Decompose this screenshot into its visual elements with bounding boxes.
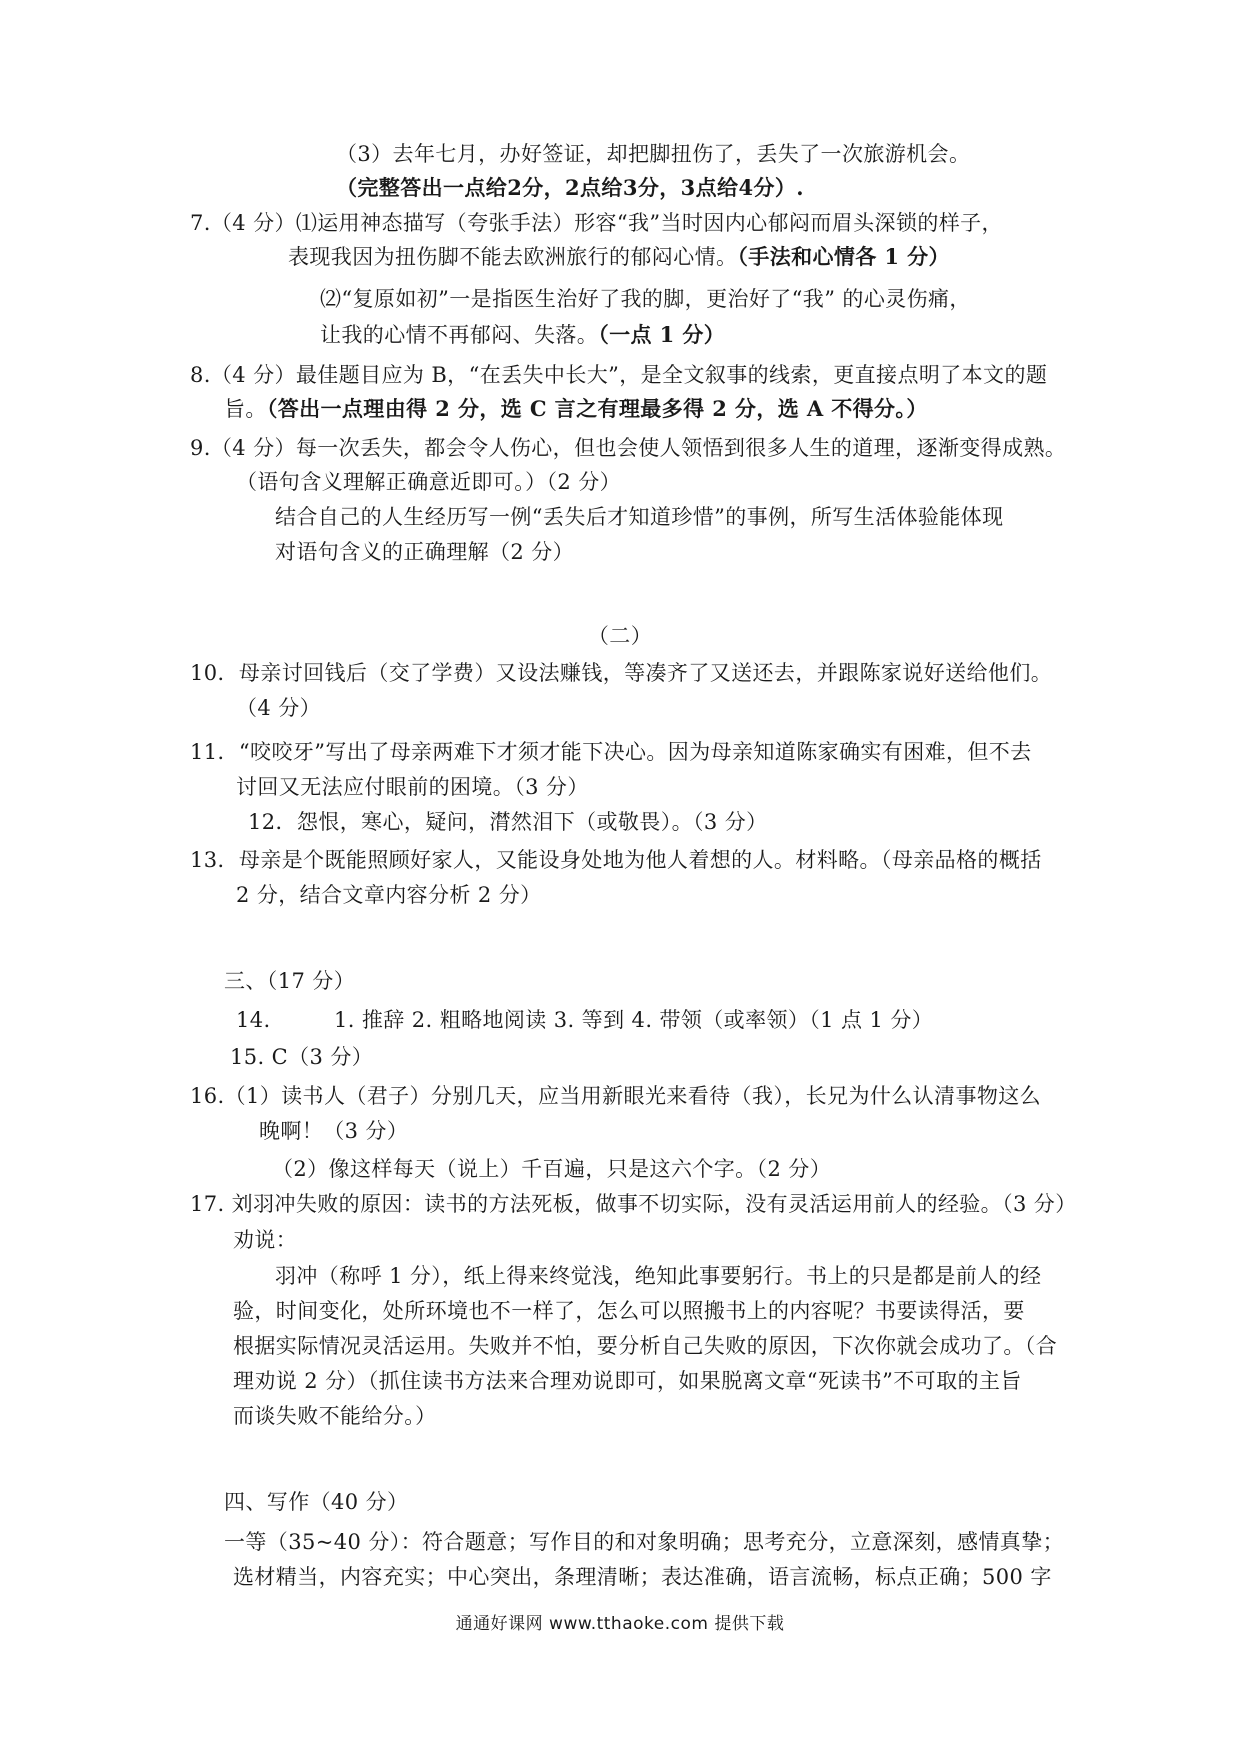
q17-line-4: 验，时间变化，处所环境也不一样了，怎么可以照搬书上的内容呢？书要读得活，要 <box>233 1299 1025 1323</box>
q13-line-1: 13．母亲是个既能照顾好家人，又能设身处地为他人着想的人。材料略。（母亲品格的概括 <box>190 848 1042 872</box>
q7-line-3: ⑵“复原如初”一是指医生治好了我的脚，更治好了“我” 的心灵伤痛， <box>320 287 971 311</box>
q7-line-4 <box>320 321 725 349</box>
q9-line-2: （语句含义理解正确意近即可。）（2 分） <box>236 470 622 494</box>
q17-line-2: 劝说： <box>233 1228 298 1252</box>
part-3-heading: 三、（17 分） <box>224 969 356 993</box>
q8-line-2-score: （答出一点理由得 2 分，选 C 言之有理最多得 2 分，选 A 不得分。） <box>266 396 928 421</box>
q11-line-2: 讨回又无法应付眼前的困境。（3 分） <box>236 775 589 799</box>
q7-line-2 <box>288 243 950 271</box>
q17-line-6: 理劝说 2 分）（抓住读书方法来合理劝说即可，如果脱离文章“死读书”不可取的主旨 <box>233 1369 1022 1393</box>
q17-line-7: 而谈失败不能给分。） <box>233 1404 437 1428</box>
q17-line-3: 羽冲（称呼 1 分），纸上得来终觉浅，绝知此事要躬行。书上的只是都是前人的经 <box>275 1264 1042 1288</box>
q6-scoring-note: （完整答出一点给2分，2点给3分，3点给4分）. <box>336 175 804 200</box>
q7-line-1: 7.（4 分）⑴运用神态描写（夸张手法）形容“我”当时因内心郁闷而眉头深锁的样子， <box>190 211 1003 235</box>
writing-line-1: 一等（35~40 分）：符合题意；写作目的和对象明确；思考充分，立意深刻，感情真挚； <box>224 1530 1065 1554</box>
q9-line-4: 对语句含义的正确理解（2 分） <box>275 540 575 564</box>
q9-line-3: 结合自己的人生经历写一例“丢失后才知道珍惜”的事例，所写生活体验能体现 <box>275 505 1004 529</box>
q16-line-1: 16.（1）读书人（君子）分别几天，应当用新眼光来看待（我），长兄为什么认清事物这么 <box>190 1084 1042 1108</box>
q6-point-3: （3）去年七月，办好签证，却把脚扭伤了，丢失了一次旅游机会。 <box>336 142 971 166</box>
q12-answer: 12．怨恨，寒心，疑问，潸然泪下（或敬畏）。（3 分） <box>248 810 768 834</box>
writing-line-2: 选材精当，内容充实；中心突出，条理清晰；表达准确，语言流畅，标点正确；500 字 <box>233 1565 1052 1589</box>
part-2-heading: （二） <box>587 624 653 648</box>
q7-line-2-score: （手法和心情各 1 分） <box>737 244 950 269</box>
q17-line-1: 17. 刘羽冲失败的原因：读书的方法死板，做事不切实际，没有灵活运用前人的经验。（3 分） <box>190 1192 1077 1216</box>
q7-line-2-text: 表现我因为扭伤脚不能去欧洲旅行的郁闷心情。 <box>288 245 738 269</box>
q16-line-2: 晚啊！（3 分） <box>259 1119 409 1143</box>
q11-line-1: 11．“咬咬牙”写出了母亲两难下才须才能下决心。因为母亲知道陈家确实有困难，但不去 <box>190 740 1032 764</box>
q16-line-3: （2）像这样每天（说上）千百遍，只是这六个字。（2 分） <box>272 1157 832 1181</box>
q10-line-1: 10．母亲讨回钱后（交了学费）又设法赚钱，等凑齐了又送还去，并跟陈家说好送给他们。 <box>190 661 1053 685</box>
q15-answer: 15. C（3 分） <box>230 1045 374 1069</box>
q9-line-1: 9.（4 分）每一次丢失，都会令人伤心，但也会使人领悟到很多人生的道理，逐渐变得成熟。 <box>190 436 1067 460</box>
part-4-heading: 四、写作（40 分） <box>224 1490 409 1514</box>
q17-line-5: 根据实际情况灵活运用。失败并不怕，要分析自己失败的原因，下次你就会成功了。（合 <box>233 1334 1058 1358</box>
q10-line-2: （4 分） <box>236 696 322 720</box>
q8-line-1: 8.（4 分）最佳题目应为 B，“在丢失中长大”，是全文叙事的线索，更直接点明了本文的题 <box>190 363 1048 387</box>
q14-answers: 1. 推辞 2. 粗略地阅读 3. 等到 4. 带领（或率领）（1 点 1 分） <box>334 1008 934 1032</box>
q14-number: 14. <box>236 1008 271 1032</box>
q7-line-4-score: （一点 1 分） <box>598 322 726 347</box>
q7-line-4-text: 让我的心情不再郁闷、失落。 <box>320 323 599 347</box>
q13-line-2: 2 分，结合文章内容分析 2 分） <box>236 883 542 907</box>
q8-line-2 <box>224 395 928 423</box>
page-footer: 通通好课网 www.tthaoke.com 提供下载 <box>455 1614 785 1634</box>
q8-line-2-text: 旨。 <box>224 397 267 421</box>
